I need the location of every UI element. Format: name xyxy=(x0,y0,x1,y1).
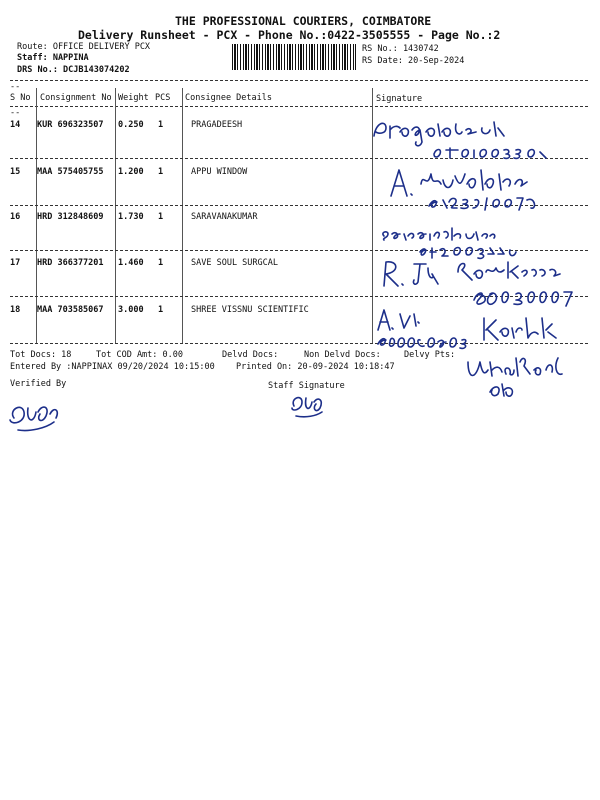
col-pcs: PCS xyxy=(155,93,171,103)
verified-by: Verified By xyxy=(10,379,67,389)
row-weight: 1.460 xyxy=(118,258,144,268)
top-marks: -- xyxy=(10,82,21,92)
row-sno: 16 xyxy=(10,212,21,222)
row-pcs: 1 xyxy=(158,120,164,130)
column-separator xyxy=(115,88,116,344)
signature-row-15 xyxy=(385,162,595,212)
row-weight: 3.000 xyxy=(118,305,144,315)
row-sno: 18 xyxy=(10,305,21,315)
verified-by-signature xyxy=(6,394,66,434)
tot-cod: Tot COD Amt: 0.00 xyxy=(96,350,183,360)
divider xyxy=(10,106,588,107)
row-pcs: 1 xyxy=(158,212,164,222)
col-consignee: Consignee Details xyxy=(185,93,272,103)
route-label: Route: OFFICE DELIVERY PCX xyxy=(17,42,151,52)
delvy-pts: Delvy Pts: xyxy=(404,350,456,360)
row-sno: 14 xyxy=(10,120,21,130)
row-weight: 0.250 xyxy=(118,120,144,130)
row-consignee: SHREE VISSNU SCIENTIFIC xyxy=(191,305,309,315)
row-consignee: SARAVANAKUMAR xyxy=(191,212,258,222)
row-consignment: KUR 696323507 xyxy=(37,120,104,130)
drs-label: DRS No.: DCJB143074202 xyxy=(17,65,130,75)
row-consignee: SAVE SOUL SURGCAL xyxy=(191,258,278,268)
col-consignment: Consignment No xyxy=(40,93,112,103)
row-consignee: PRAGADEESH xyxy=(191,120,243,130)
row-pcs: 1 xyxy=(158,305,164,315)
barcode xyxy=(232,44,356,70)
row-consignment: HRD 366377201 xyxy=(37,258,104,268)
divider xyxy=(10,80,588,81)
row-consignment: MAA 703585067 xyxy=(37,305,104,315)
staff-signature-mark xyxy=(288,390,328,420)
signature-row-18 xyxy=(372,304,572,352)
row-consignment: MAA 575405755 xyxy=(37,167,104,177)
signature-row-14 xyxy=(370,114,570,160)
row-pcs: 1 xyxy=(158,167,164,177)
row-weight: 1.200 xyxy=(118,167,144,177)
rs-date: RS Date: 20-Sep-2024 xyxy=(362,56,465,66)
row-sno: 15 xyxy=(10,167,21,177)
col-weight: Weight xyxy=(118,93,149,103)
non-delvd-docs: Non Delvd Docs: xyxy=(304,350,381,360)
row-sno: 17 xyxy=(10,258,21,268)
tot-docs: Tot Docs: 18 xyxy=(10,350,72,360)
entered-by: Entered By :NAPPINAX 09/20/2024 10:15:00 xyxy=(10,362,215,372)
staff-signature: Staff Signature xyxy=(268,381,345,391)
row-pcs: 1 xyxy=(158,258,164,268)
rs-number: RS No.: 1430742 xyxy=(362,44,439,54)
printed-on: Printed On: 20-09-2024 10:18:47 xyxy=(236,362,395,372)
col-signature: Signature xyxy=(376,94,423,104)
signature-row-17 xyxy=(378,256,588,308)
row-consignee: APPU WINDOW xyxy=(191,167,248,177)
runsheet-subtitle: Delivery Runsheet - PCX - Phone No.:0422-3505555 - Page No.:2 xyxy=(78,28,501,42)
row-consignment: HRD 312848609 xyxy=(37,212,104,222)
column-separator xyxy=(182,88,183,344)
undelivered-note xyxy=(462,352,572,402)
staff-label: Staff: NAPPINA xyxy=(17,53,89,63)
delvd-docs: Delvd Docs: xyxy=(222,350,279,360)
sub-mark: -- xyxy=(10,108,21,118)
row-weight: 1.730 xyxy=(118,212,144,222)
company-title: THE PROFESSIONAL COURIERS, COIMBATORE xyxy=(175,14,432,28)
col-sno: S No xyxy=(10,93,31,103)
